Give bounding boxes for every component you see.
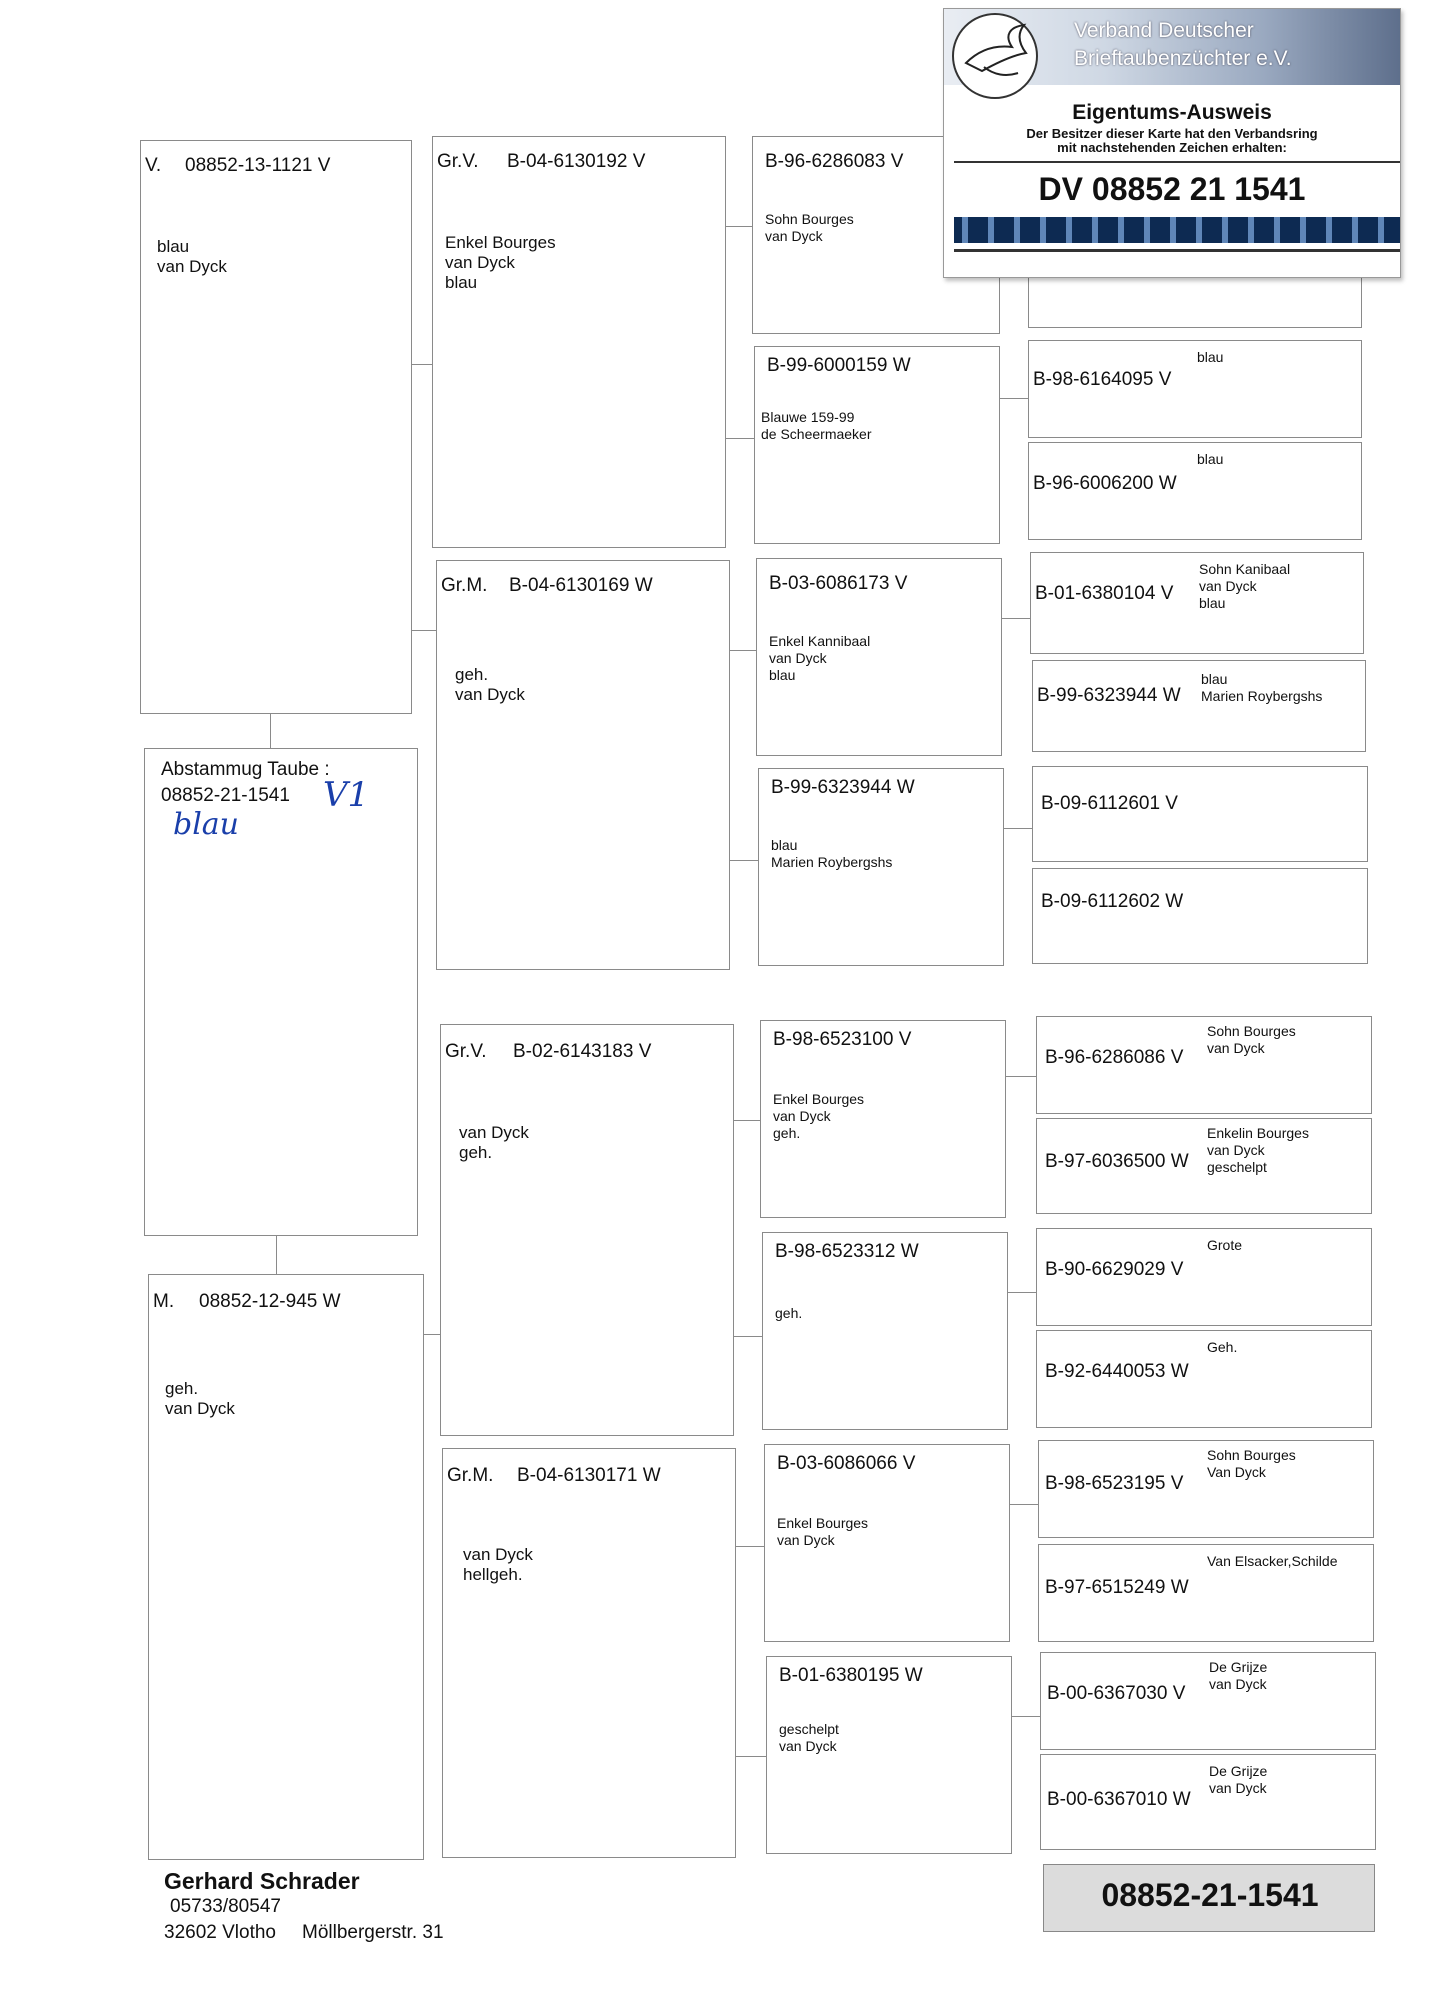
connector-line	[726, 438, 754, 439]
connector-line	[730, 860, 758, 861]
subject-box	[144, 748, 418, 1236]
grandparent-box	[432, 136, 726, 548]
connector-line	[1000, 398, 1028, 399]
gg-grandparent-ring: B-92-6440053 W	[1045, 1361, 1189, 1382]
gg-grandparent-desc: blau	[1197, 451, 1224, 467]
grandparent-ring: B-04-6130171 W	[517, 1465, 661, 1486]
grandparent-role: Gr.M.	[441, 575, 488, 596]
gg-grandparent-box	[1032, 660, 1366, 752]
gg-grandparent-box	[1036, 1016, 1372, 1114]
gg-grandparent-desc: Grote	[1207, 1237, 1243, 1253]
mother-ring: 08852-12-945 W	[199, 1291, 341, 1312]
gg-grandparent-ring: B-01-6380104 V	[1035, 583, 1174, 604]
father-box	[140, 140, 412, 714]
divider	[954, 161, 1400, 163]
great-grandparent-ring: B-99-6000159 W	[767, 355, 911, 376]
connector-line	[730, 650, 756, 651]
org-name-line2: Brieftaubenzüchter e.V.	[1074, 47, 1292, 70]
subject-color-handwritten: blau	[173, 807, 240, 842]
gg-grandparent-ring: B-96-6286086 V	[1045, 1047, 1184, 1068]
connector-line	[1008, 1292, 1036, 1293]
subject-mark: V1	[323, 775, 370, 815]
great-grandparent-desc: blau Marien Roybergshs	[771, 837, 893, 870]
great-grandparent-desc: Enkel Bourges van Dyck	[777, 1515, 869, 1548]
gg-grandparent-desc: Van Elsacker,Schilde	[1207, 1553, 1338, 1569]
great-grandparent-desc: Blauwe 159-99 de Scheermaeker	[761, 409, 872, 442]
grandparent-box	[436, 560, 730, 970]
great-grandparent-box	[764, 1444, 1010, 1642]
great-grandparent-desc: Enkel Bourges van Dyck geh.	[773, 1091, 865, 1141]
gg-grandparent-desc: Enkelin Bourges van Dyck geschelpt	[1207, 1125, 1309, 1175]
connector-line	[276, 1236, 277, 1274]
gg-grandparent-ring: B-90-6629029 V	[1045, 1259, 1184, 1280]
gg-grandparent-box	[1028, 442, 1362, 540]
great-grandparent-box	[758, 768, 1004, 966]
connector-line	[1010, 1504, 1038, 1505]
great-grandparent-box	[762, 1232, 1008, 1430]
gg-grandparent-ring: B-98-6164095 V	[1033, 369, 1172, 390]
footer-ring-box	[1043, 1864, 1375, 1932]
great-grandparent-ring: B-01-6380195 W	[779, 1665, 923, 1686]
owner-street: Möllbergerstr. 31	[302, 1922, 444, 1943]
father-desc: blau van Dyck	[157, 237, 227, 276]
grandparent-ring: B-04-6130169 W	[509, 575, 653, 596]
great-grandparent-box	[766, 1656, 1012, 1854]
card-ring-number: DV 08852 21 1541	[1038, 171, 1306, 207]
great-grandparent-desc: Sohn Bourges van Dyck	[765, 211, 854, 244]
great-grandparent-ring: B-96-6286083 V	[765, 151, 904, 172]
subject-title: Abstammug Taube :	[161, 759, 330, 780]
grandparent-box	[442, 1448, 736, 1858]
great-grandparent-ring: B-99-6323944 W	[771, 777, 915, 798]
subject-ring: 08852-21-1541	[161, 785, 290, 806]
connector-line	[270, 714, 271, 748]
mother-box	[148, 1274, 424, 1860]
gg-grandparent-ring: B-09-6112601 V	[1041, 793, 1178, 814]
great-grandparent-ring: B-03-6086066 V	[777, 1453, 916, 1474]
grandparent-ring: B-02-6143183 V	[513, 1041, 652, 1062]
connector-line	[736, 1546, 764, 1547]
father-role: V.	[145, 155, 162, 176]
great-grandparent-ring: B-98-6523312 W	[775, 1241, 919, 1262]
divider	[954, 249, 1400, 252]
gg-grandparent-desc: Sohn Kanibaal van Dyck blau	[1199, 561, 1291, 611]
connector-line	[726, 226, 752, 227]
grandparent-role: Gr.M.	[447, 1465, 494, 1486]
owner-name: Gerhard Schrader	[164, 1868, 360, 1894]
great-grandparent-desc: geh.	[775, 1305, 803, 1321]
connector-line	[1012, 1716, 1040, 1717]
gg-grandparent-desc: Sohn Bourges van Dyck	[1207, 1023, 1296, 1056]
gg-grandparent-desc: De Grijze van Dyck	[1209, 1763, 1268, 1796]
gg-grandparent-desc: De Grijze van Dyck	[1209, 1659, 1268, 1692]
grandparent-desc: geh. van Dyck	[455, 665, 525, 704]
gg-grandparent-ring: B-96-6006200 W	[1033, 473, 1177, 494]
gg-grandparent-box	[1032, 766, 1368, 862]
great-grandparent-ring: B-98-6523100 V	[773, 1029, 912, 1050]
gg-grandparent-desc: Geh.	[1207, 1339, 1238, 1355]
great-grandparent-box	[760, 1020, 1006, 1218]
gg-grandparent-box	[1038, 1544, 1374, 1642]
decorative-band	[954, 217, 1400, 243]
connector-line	[734, 1120, 760, 1121]
connector-line	[1002, 618, 1030, 619]
mother-role: M.	[153, 1291, 175, 1312]
gg-grandparent-ring: B-00-6367030 V	[1047, 1683, 1186, 1704]
card-title: Eigentums-Ausweis	[1072, 101, 1272, 124]
father-ring: 08852-13-1121 V	[185, 155, 331, 176]
great-grandparent-desc: Enkel Kannibaal van Dyck blau	[769, 633, 871, 683]
grandparent-desc: van Dyck geh.	[459, 1123, 529, 1162]
owner-phone: 05733/80547	[170, 1896, 281, 1917]
gg-grandparent-ring: B-97-6515249 W	[1045, 1577, 1189, 1598]
gg-grandparent-desc: blau Marien Roybergshs	[1201, 671, 1323, 704]
connector-line	[734, 1336, 762, 1337]
connector-line	[424, 1334, 440, 1335]
connector-line	[412, 630, 436, 631]
card-subtitle: Der Besitzer dieser Karte hat den Verbandsring mit nachstehenden Zeichen erhalten:	[1026, 126, 1318, 155]
great-grandparent-desc: geschelpt van Dyck	[779, 1721, 839, 1754]
gg-grandparent-ring: B-99-6323944 W	[1037, 685, 1181, 706]
owner-city: 32602 Vlotho	[164, 1922, 276, 1943]
gg-grandparent-box	[1028, 340, 1362, 438]
gg-grandparent-ring: B-09-6112602 W	[1041, 891, 1184, 912]
connector-line	[1006, 1076, 1036, 1077]
org-name-line1: Verband Deutscher	[1074, 19, 1254, 42]
gg-grandparent-box	[1036, 1118, 1372, 1214]
gg-grandparent-box	[1040, 1652, 1376, 1750]
gg-grandparent-box	[1038, 1440, 1374, 1538]
great-grandparent-box	[754, 346, 1000, 544]
grandparent-role: Gr.V.	[437, 151, 479, 172]
connector-line	[736, 1756, 766, 1757]
gg-grandparent-desc: Sohn Bourges Van Dyck	[1207, 1447, 1296, 1480]
great-grandparent-ring: B-03-6086173 V	[769, 573, 908, 594]
grandparent-ring: B-04-6130192 V	[507, 151, 646, 172]
grandparent-box	[440, 1024, 734, 1436]
gg-grandparent-box	[1030, 552, 1364, 654]
grandparent-desc: van Dyck hellgeh.	[463, 1545, 533, 1584]
connector-line	[412, 364, 432, 365]
gg-grandparent-ring: B-00-6367010 W	[1047, 1789, 1191, 1810]
gg-grandparent-box	[1032, 868, 1368, 964]
footer-ring: 08852-21-1541	[1101, 1877, 1319, 1913]
gg-grandparent-box	[1040, 1754, 1376, 1850]
mother-desc: geh. van Dyck	[165, 1379, 235, 1418]
dove-logo-icon	[952, 13, 1038, 99]
gg-grandparent-desc: blau	[1197, 349, 1224, 365]
great-grandparent-box	[756, 558, 1002, 756]
gg-grandparent-box	[1036, 1330, 1372, 1428]
grandparent-desc: Enkel Bourges van Dyck blau	[445, 233, 556, 292]
gg-grandparent-box	[1036, 1228, 1372, 1326]
grandparent-role: Gr.V.	[445, 1041, 487, 1062]
gg-grandparent-ring: B-98-6523195 V	[1045, 1473, 1184, 1494]
connector-line	[1004, 828, 1032, 829]
gg-grandparent-ring: B-97-6036500 W	[1045, 1151, 1189, 1172]
ownership-card	[943, 8, 1401, 278]
